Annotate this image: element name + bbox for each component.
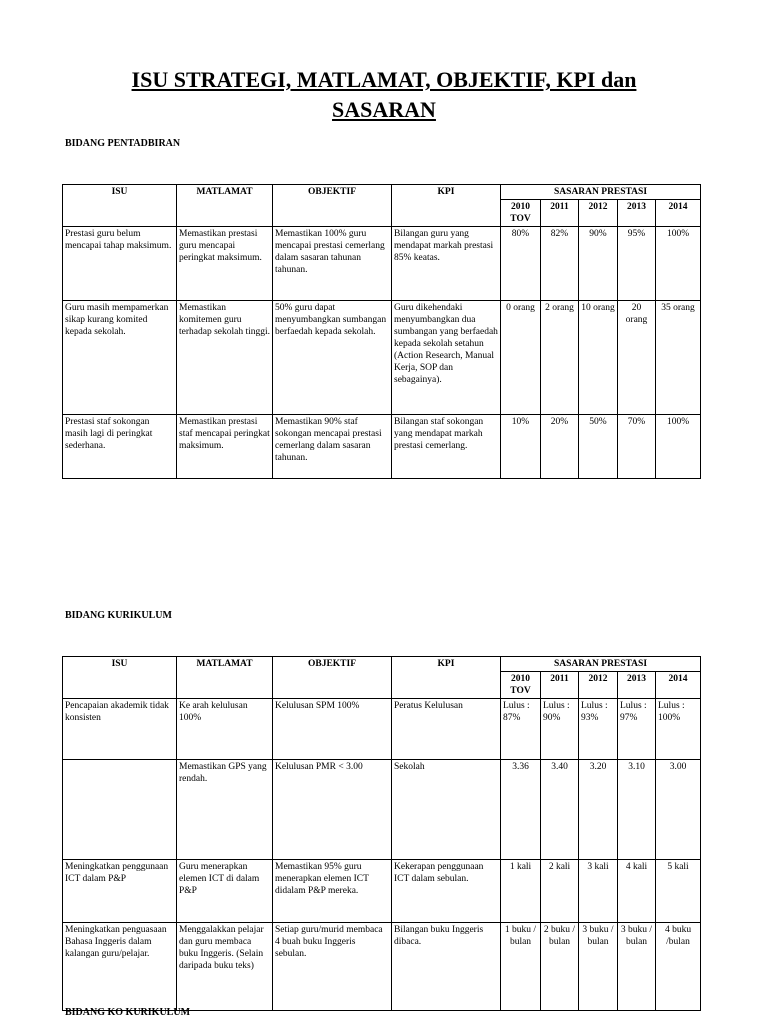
section-heading-kurikulum: BIDANG KURIKULUM [65, 610, 172, 621]
cell-objektif: Kelulusan SPM 100% [273, 699, 392, 760]
cell-objektif: Memastikan 90% staf sokongan mencapai prestasi cemerlang dalam sasaran tahunan. [273, 415, 392, 479]
cell-matlamat: Menggalakkan pelajar dan guru membaca buku Inggeris. (Selain daripada buku teks) [177, 923, 273, 1011]
cell-2010: 3.36 [501, 760, 541, 860]
header-isu: ISU [63, 657, 177, 699]
cell-matlamat: Memastikan prestasi staf mencapai peringkat maksimum. [177, 415, 273, 479]
header-isu: ISU [63, 185, 177, 227]
table-row [63, 760, 701, 860]
cell-isu: Prestasi guru belum mencapai tahap maksimum. [63, 227, 177, 301]
cell-kpi: Peratus Kelulusan [392, 699, 501, 760]
cell-kpi: Bilangan buku Inggeris dibaca. [392, 923, 501, 1011]
cell-objektif: Memastikan 95% guru menerapkan elemen ICT didalam P&P mereka. [273, 860, 392, 923]
section-heading-pentadbiran: BIDANG PENTADBIRAN [65, 138, 181, 149]
header-year-2012: 2012 [579, 672, 618, 699]
cell-2013: 3 buku / bulan [618, 923, 656, 1011]
cell-2014: 4 buku /bulan [656, 923, 701, 1011]
cell-2011: 82% [541, 227, 579, 301]
cell-2014: 3.00 [656, 760, 701, 860]
cell-2011: Lulus : 90% [541, 699, 579, 760]
table-row [63, 923, 701, 1011]
cell-2012: 3.20 [579, 760, 618, 860]
cell-2013: 95% [618, 227, 656, 301]
cell-isu [63, 760, 177, 860]
header-kpi: KPI [392, 657, 501, 699]
cell-matlamat: Guru menerapkan elemen ICT di dalam P&P [177, 860, 273, 923]
cell-2013: 4 kali [618, 860, 656, 923]
table-row [63, 415, 701, 479]
cell-2012: Lulus : 93% [579, 699, 618, 760]
cell-matlamat: Memastikan prestasi guru mencapai peringkat maksimum. [177, 227, 273, 301]
header-year-2014: 2014 [656, 672, 701, 699]
header-matlamat: MATLAMAT [177, 185, 273, 227]
header-year-2011: 2011 [541, 200, 579, 227]
header-year-2014: 2014 [656, 200, 701, 227]
cell-2012: 50% [579, 415, 618, 479]
header-year-2010: 2010 TOV [501, 672, 541, 699]
pentadbiran-table [62, 184, 701, 479]
cell-2010: 0 orang [501, 301, 541, 415]
kurikulum-table [62, 656, 701, 1011]
cell-2012: 3 kali [579, 860, 618, 923]
page-title [0, 65, 768, 125]
cell-2014: Lulus : 100% [656, 699, 701, 760]
cell-2010: 10% [501, 415, 541, 479]
header-sasaran: SASARAN PRESTASI [501, 657, 701, 672]
cell-objektif: Memastikan 100% guru mencapai prestasi cemerlang dalam sasaran tahunan tahunan. [273, 227, 392, 301]
table-row [63, 227, 701, 301]
cell-2013: 20 orang [618, 301, 656, 415]
cell-kpi: Kekerapan penggunaan ICT dalam sebulan. [392, 860, 501, 923]
header-year-2013: 2013 [618, 200, 656, 227]
header-sasaran: SASARAN PRESTASI [501, 185, 701, 200]
cell-matlamat: Memastikan GPS yang rendah. [177, 760, 273, 860]
cell-isu: Meningkatkan penguasaan Bahasa Inggeris dalam kalangan guru/pelajar. [63, 923, 177, 1011]
cell-kpi: Bilangan guru yang mendapat markah prestasi 85% keatas. [392, 227, 501, 301]
table-row [63, 699, 701, 760]
cell-objektif: 50% guru dapat menyumbangkan sumbangan berfaedah kepada sekolah. [273, 301, 392, 415]
title-line-1: ISU STRATEGI, MATLAMAT, OBJEKTIF, KPI dan [131, 67, 637, 92]
cell-2010: Lulus : 87% [501, 699, 541, 760]
cell-kpi: Guru dikehendaki menyumbangkan dua sumbangan yang berfaedah kepada sekolah setahun (Action Research, Manual Kerja, SOP dan sebagainya). [392, 301, 501, 415]
section-heading-kokurikulum: BIDANG KO KURIKULUM [65, 1007, 191, 1018]
cell-matlamat: Ke arah kelulusan 100% [177, 699, 273, 760]
cell-isu: Guru masih mempamerkan sikap kurang komited kepada sekolah. [63, 301, 177, 415]
cell-2012: 3 buku / bulan [579, 923, 618, 1011]
cell-2010: 1 kali [501, 860, 541, 923]
cell-2011: 2 orang [541, 301, 579, 415]
cell-matlamat: Memastikan komitemen guru terhadap sekolah tinggi. [177, 301, 273, 415]
cell-objektif: Kelulusan PMR < 3.00 [273, 760, 392, 860]
cell-objektif: Setiap guru/murid membaca 4 buah buku Inggeris sebulan. [273, 923, 392, 1011]
cell-2012: 10 orang [579, 301, 618, 415]
header-year-2012: 2012 [579, 200, 618, 227]
cell-2014: 5 kali [656, 860, 701, 923]
header-year-2010: 2010 TOV [501, 200, 541, 227]
cell-2013: 3.10 [618, 760, 656, 860]
cell-2010: 1 buku / bulan [501, 923, 541, 1011]
cell-isu: Meningkatkan penggunaan ICT dalam P&P [63, 860, 177, 923]
header-year-2013: 2013 [618, 672, 656, 699]
cell-2014: 100% [656, 415, 701, 479]
cell-2011: 3.40 [541, 760, 579, 860]
table-row [63, 301, 701, 415]
cell-kpi: Bilangan staf sokongan yang mendapat markah prestasi cemerlang. [392, 415, 501, 479]
title-line-2: SASARAN [332, 97, 436, 122]
header-matlamat: MATLAMAT [177, 657, 273, 699]
cell-2014: 35 orang [656, 301, 701, 415]
cell-2011: 20% [541, 415, 579, 479]
cell-2011: 2 kali [541, 860, 579, 923]
cell-2012: 90% [579, 227, 618, 301]
cell-2013: 70% [618, 415, 656, 479]
cell-isu: Pencapaian akademik tidak konsisten [63, 699, 177, 760]
header-kpi: KPI [392, 185, 501, 227]
cell-2010: 80% [501, 227, 541, 301]
cell-kpi: Sekolah [392, 760, 501, 860]
cell-2014: 100% [656, 227, 701, 301]
table-row [63, 860, 701, 923]
cell-2011: 2 buku / bulan [541, 923, 579, 1011]
header-year-2011: 2011 [541, 672, 579, 699]
header-objektif: OBJEKTIF [273, 657, 392, 699]
header-objektif: OBJEKTIF [273, 185, 392, 227]
cell-isu: Prestasi staf sokongan masih lagi di peringkat sederhana. [63, 415, 177, 479]
cell-2013: Lulus : 97% [618, 699, 656, 760]
